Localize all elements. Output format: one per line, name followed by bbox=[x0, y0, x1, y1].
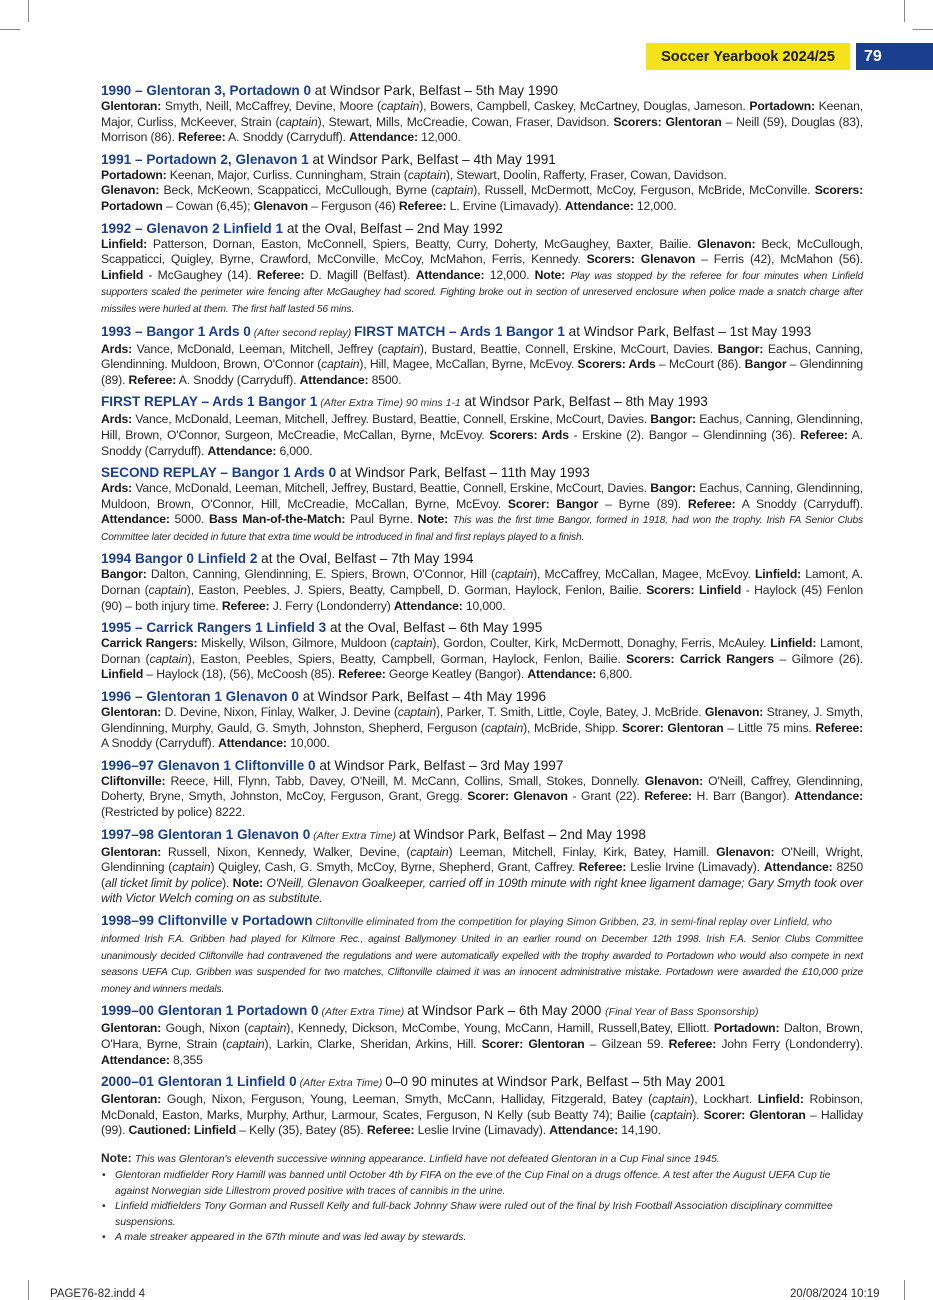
crop-mark bbox=[28, 1280, 29, 1300]
final-heading bbox=[101, 151, 863, 168]
final-heading bbox=[101, 1073, 863, 1092]
final-qualifier: (After Extra Time) 90 mins 1-1 bbox=[317, 397, 461, 410]
final-venue-date: at Windsor Park, Belfast – 3rd May 1997 bbox=[315, 757, 564, 773]
final-title: 1993 – Bangor 1 Ards 0 bbox=[101, 323, 251, 339]
crop-mark bbox=[904, 1280, 905, 1300]
footer-date: 20/08/2024 10:19 bbox=[790, 1288, 880, 1300]
final-heading bbox=[101, 82, 863, 99]
final-heading bbox=[101, 393, 863, 412]
final-details: informed Irish F.A. Gribben had played for Kilmore Rec., against Ballymoney United in an earlier round on December 12th 1998. Irish F.A. Senior Clubs Committee unanimously decided Cliftonville had contravened the regulations and were automatically expelled with the trophy awarded to Portadown who would also compete in next seasons UEFA Cup. Gribben was suspended for two matches, Cliftonville claimed it was an innocent administrative mistake. Portadown were awarded the £10,000 prize money and winners medals. bbox=[101, 933, 863, 995]
final-title: 1995 – Carrick Rangers 1 Linfield 3 bbox=[101, 620, 327, 636]
final-entry bbox=[101, 82, 863, 146]
notes-intro: This was Glentoran's eleventh successive winning appearance. Linfield have not defeated Glentoran in a Cup Final since 1945. bbox=[135, 1153, 720, 1165]
final-title: FIRST REPLAY – Ards 1 Bangor 1 bbox=[101, 394, 318, 410]
final-details: Portadown: Keenan, Major, Curliss. Cunningham, Strain (captain), Stewart, Doolin, Rafferty, Fraser, Cowan, Davidson. Glenavon: Beck, McKeown, Scappaticci, McCullough, Byrne (captain), Russell, McDermott, McCoy, Ferguson, McBride, McConville. Scorers: Portadown – Cowan (6,45); Glenavon – Ferguson (46) Referee: L. Ervine (Limavady). Attendance: 12,000. bbox=[101, 167, 863, 213]
final-title: 1990 – Glentoran 3, Portadown 0 bbox=[101, 83, 312, 98]
final-venue-date: at Windsor Park, Belfast – 5th May 1990 bbox=[311, 83, 559, 98]
final-entry bbox=[101, 151, 863, 215]
final-venue-date: at Windsor Park, Belfast – 1st May 1993 bbox=[564, 323, 812, 339]
final-heading bbox=[101, 688, 863, 705]
final-entry bbox=[101, 220, 863, 318]
page-header bbox=[646, 43, 933, 70]
final-details: Glentoran: Gough, Nixon (captain), Kennedy, Dickson, McCombe, Young, McCann, Hamill, Russell,Batey, Elliott. Portadown: Dalton, Brown, O'Hara, Byrne, Strain (captain), Larkin, Clarke, Sheridan, Arkins, Hill. Scorer: Glentoran – Gilzean 59. Referee: John Ferry (Londonderry). Attendance: 8,355 bbox=[101, 1021, 863, 1067]
final-qualifier: (After Extra Time) bbox=[296, 1077, 386, 1090]
final-qualifier: (After Extra Time) bbox=[318, 1006, 408, 1019]
final-entry bbox=[101, 688, 863, 752]
final-details: Glentoran: D. Devine, Nixon, Finlay, Walker, J. Devine (captain), Parker, T. Smith, Little, Coyle, Batey, J. McBride. Glenavon: Straney, J. Smyth, Glendinning, Murphy, Gauld, G. Smyth, Johnston, Shepherd, Ferguson (captain), McBride, Shipp. Scorer: Glentoran – Little 75 mins. Referee: A Snoddy (Carryduff). Attendance: 10,000. bbox=[101, 705, 863, 751]
final-title: 1998–99 Cliftonville v Portadown bbox=[101, 912, 313, 928]
final-entry bbox=[101, 619, 863, 683]
final-title: 1997–98 Glentoran 1 Glenavon 0 bbox=[101, 826, 311, 842]
final-sponsorship-note: (Final Year of Bass Sponsorship) bbox=[605, 1006, 759, 1019]
final-heading bbox=[101, 1002, 863, 1021]
final-entry bbox=[101, 464, 863, 545]
final-details: Ards: Vance, McDonald, Leeman, Mitchell, Jeffrey. Bustard, Beattie, Connell, Erskine, McCourt, Davies. Bangor: Eachus, Canning, Glendinning, Hill, Brown, O'Connor, Surgeon, McCreadie, McCallan, Byrne, McEvoy. Scorers: Ards - Erskine (2). Bangor – Glendinning (36). Referee: A. Snoddy (Carryduff). Attendance: 6,000. bbox=[101, 412, 864, 458]
final-venue-date: at the Oval, Belfast – 6th May 1995 bbox=[326, 620, 543, 636]
notes-list bbox=[101, 1168, 863, 1246]
final-venue-date: at Windsor Park – 6th May 2000 bbox=[407, 1003, 606, 1019]
final-title: 1991 – Portadown 2, Glenavon 1 bbox=[101, 151, 309, 167]
final-details: Ards: Vance, McDonald, Leeman, Mitchell, Jeffrey (captain), Bustard, Beattie, Connell, Erskine, McCourt, Davies. Bangor: Eachus, Canning, Glendinning. Muldoon, Brown, O'Connor (captain), Hill, Magee, McCallan, Byrne, McEvoy. Scorers: Ards – McCourt (86). Bangor – Glendinning (89). Referee: A. Snoddy (Carryduff). Attendance: 8500. bbox=[101, 341, 864, 387]
final-title: 1994 Bangor 0 Linfield 2 bbox=[101, 551, 258, 567]
final-heading bbox=[101, 757, 863, 774]
final-heading bbox=[101, 550, 863, 567]
notes-section bbox=[101, 1151, 863, 1246]
page-number: 79 bbox=[856, 43, 933, 70]
final-details: Cliftonville: Reece, Hill, Flynn, Tabb, Davey, O'Neill, M. McCann, Collins, Small, Stokes, Donnelly. Glenavon: O'Neill, Caffrey, Glendinning, Doherty, Bryne, Smyth, Johnston, McCoy, Ferguson, Grant, Gregg. Scorer: Glenavon - Grant (22). Referee: H. Barr (Bangor). Attendance: (Restricted by police) 8222. bbox=[101, 773, 863, 819]
final-details: Carrick Rangers: Miskelly, Wilson, Gilmore, Muldoon (captain), Gordon, Coulter, Kirk, McDermott, Donaghy, Ferris, McAuley. Linfield: Lamont, Dornan (captain), Easton, Peebles, Spiers, Beatty, Campbell, Gorman, Haylock, Fenlon, Bailie. Scorers: Carrick Rangers – Gilmore (26). Linfield – Haylock (18), (56), McCoosh (85). Referee: George Keatley (Bangor). Attendance: 6,800. bbox=[101, 636, 864, 682]
footer-filename: PAGE76-82.indd 4 bbox=[50, 1288, 146, 1300]
final-heading bbox=[101, 464, 863, 481]
final-entry bbox=[101, 393, 863, 459]
final-entry bbox=[101, 323, 863, 389]
crop-mark bbox=[904, 0, 905, 22]
final-details: Glentoran: Gough, Nixon, Ferguson, Young, Leeman, Smyth, McCann, Halliday, Fitzgerald, Batey (captain), Lockhart. Linfield: Robinson, McDonald, Easton, Marks, Murphy, Arthur, Larmour, Scates, Ferguson, N Kelly (sub Beatty 74); Bailie (captain). Scorer: Glentoran – Halliday (99). Cautioned: Linfield – Kelly (35), Batey (85). Referee: Leslie Irvine (Limavady). Attendance: 14,190. bbox=[101, 1092, 863, 1138]
note-item: • Glentoran midfielder Rory Hamill was banned until October 4th by FIFA on the eve of the Cup Final on a drugs offence. A test after the August UEFA Cup tie against Norwegian side Lillestrom proved positive with traces of cannibis in the urine. bbox=[115, 1168, 863, 1199]
final-venue-date: at the Oval, Belfast – 2nd May 1992 bbox=[283, 220, 503, 236]
final-details: Ards: Vance, McDonald, Leeman, Mitchell, Jeffrey, Bustard, Beattie, Connell, Erskine, McCourt, Davies. Bangor: Eachus, Canning, Glendinning, Muldoon, Brown, O'Connor, Hill, McCreadie, McCallan, Byrne, McEvoy. Scorer: Bangor – Byrne (89). Referee: A Snoddy (Carryduff). Attendance: 5000. Bass Man-of-the-Match: Paul Byrne. Note: This was the first time Bangor, formed in 1918, had won the trophy. Irish FA Senior Clubs Committee later decided in future that extra time would be introduced in final and first replays played to a finish. bbox=[101, 481, 864, 543]
final-venue-date: at Windsor Park, Belfast – 8th May 1993 bbox=[460, 394, 708, 410]
final-title: 1999–00 Glentoran 1 Portadown 0 bbox=[101, 1003, 319, 1019]
final-title-second: FIRST MATCH – Ards 1 Bangor 1 bbox=[354, 323, 565, 339]
cup-final-list bbox=[101, 82, 863, 1246]
final-venue-date: at Windsor Park, Belfast – 4th May 1996 bbox=[298, 689, 547, 705]
notes-label: Note: bbox=[101, 1150, 132, 1165]
final-heading bbox=[101, 220, 863, 237]
final-entry bbox=[101, 1002, 863, 1068]
final-entry bbox=[101, 826, 863, 907]
final-venue-date: at Windsor Park, Belfast – 2nd May 1998 bbox=[398, 826, 646, 842]
final-details: Glentoran: Smyth, Neill, McCaffrey, Devine, Moore (captain), Bowers, Campbell, Caskey, McCartney, Douglas, Jameson. Portadown: Keenan, Major, Curliss, McKeever, Strain (captain), Stewart, Mills, McCreadie, Cowan, Fraser, Davidson. Scorers: Glentoran – Neill (59), Douglas (83), Morrison (86). Referee: A. Snoddy (Carryduff). Attendance: 12,000. bbox=[101, 99, 863, 145]
final-venue-date: at the Oval, Belfast – 7th May 1994 bbox=[257, 551, 474, 567]
final-heading bbox=[101, 912, 863, 931]
final-heading bbox=[101, 826, 863, 845]
final-heading bbox=[101, 619, 863, 636]
crop-mark bbox=[913, 29, 933, 30]
final-venue-date: at Windsor Park, Belfast – 4th May 1991 bbox=[308, 151, 556, 167]
final-details: Bangor: Dalton, Canning, Glendinning, E. Spiers, Brown, O'Connor, Hill (captain), McCaffrey, McCallan, Magee, McEvoy. Linfield: Lamont, A. Dornan (captain), Easton, Peebles, J. Spiers, Beatty, Campbell, D. Gorman, Haylock, Fenlon, Bailie. Scorers: Linfield - Haylock (45) Fenlon (90) – both injury time. Referee: J. Ferry (Londonderry) Attendance: 10,000. bbox=[101, 567, 864, 613]
final-entry bbox=[101, 912, 863, 997]
final-heading bbox=[101, 323, 863, 342]
final-details: Linfield: Patterson, Dornan, Easton, McConnell, Spiers, Beatty, Curry, Doherty, McGaughey, Baxter, Bailie. Glenavon: Beck, McCullough, Scappaticci, Quigley, Byrne, Crawford, McConville, McCoy, McMahon, Ferris, Kennedy. Scorers: Glenavon – Ferris (42), McMahon (56). Linfield - McGaughey (14). Referee: D. Magill (Belfast). Attendance: 12,000. Note: Play was stopped by the referee for four minutes when Linfield supporters scaled the perimeter wire fencing after McGaughey had scored. Fighting broke out in section of unreserved enclosure when police made a snatch charge after missiles were hurled at them. The first half lasted 56 mins. bbox=[101, 236, 863, 315]
final-entry bbox=[101, 550, 863, 614]
final-entry bbox=[101, 757, 863, 821]
final-title: 1996 – Glentoran 1 Glenavon 0 bbox=[101, 689, 299, 705]
final-venue-date: at Windsor Park, Belfast – 11th May 1993 bbox=[336, 465, 590, 481]
note-item: • A male streaker appeared in the 67th minute and was led away by stewards. bbox=[115, 1230, 863, 1246]
final-title: 1996–97 Glenavon 1 Cliftonville 0 bbox=[101, 757, 316, 773]
crop-mark bbox=[0, 29, 20, 30]
final-title: 2000–01 Glentoran 1 Linfield 0 bbox=[101, 1074, 297, 1090]
final-title: SECOND REPLAY – Bangor 1 Ards 0 bbox=[101, 465, 337, 481]
final-details: Glentoran: Russell, Nixon, Kennedy, Walker, Devine, (captain) Leeman, Mitchell, Finlay, Kirk, Batey, Hamill. Glenavon: O'Neill, Wright, Glendinning (captain) Quigley, Cash, G. Smyth, McCoy, Byrne, Shepherd, Grant, Caffrey. Referee: Leslie Irvine (Limavady). Attendance: 8250 (all ticket limit by police). Note: O'Neill, Glenavon Goalkeeper, carried off in 109th minute with right knee ligament damage; Gary Smyth took over with Victor Welch coming on as substitute. bbox=[101, 844, 864, 906]
final-qualifier: Cliftonville eliminated from the competition for playing Simon Gribben, 23, in semi-final replay over Linfield, who bbox=[312, 915, 832, 928]
final-entry bbox=[101, 1073, 863, 1139]
final-venue-date: 0–0 90 minutes at Windsor Park, Belfast – 5th May 2001 bbox=[385, 1074, 726, 1090]
final-title: 1992 – Glenavon 2 Linfield 1 bbox=[101, 220, 284, 236]
book-title: Soccer Yearbook 2024/25 bbox=[646, 43, 850, 70]
final-qualifier: (After Extra Time) bbox=[310, 829, 399, 842]
note-item: • Linfield midfielders Tony Gorman and Russell Kelly and full-back Johnny Shaw were ruled out of the final by Irish Football Association disciplinary committee suspensions. bbox=[115, 1199, 863, 1230]
crop-mark bbox=[28, 0, 29, 22]
final-qualifier: (After second replay) bbox=[250, 326, 355, 339]
